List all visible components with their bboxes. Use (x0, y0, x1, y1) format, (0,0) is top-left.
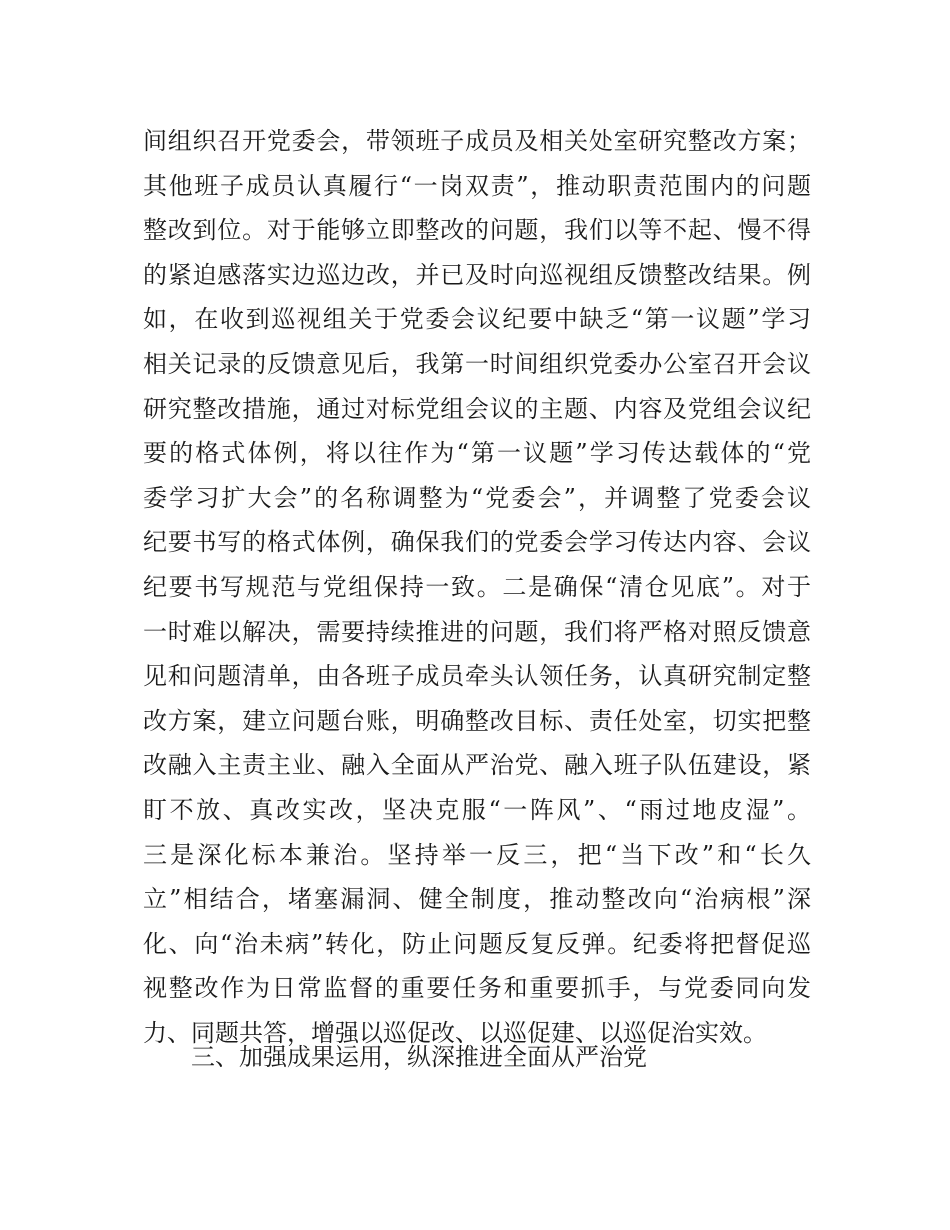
paragraph-line: 间组织召开党委会，带领班子成员及相关处室研究整改方案； (143, 127, 811, 155)
paragraph-line: 要的格式体例，将以往作为“第一议题”学习传达载体的“党 (143, 439, 811, 468)
paragraph-line: 盯不放、真改实改，坚决克服“一阵风”、“雨过地皮湿”。 (143, 795, 811, 824)
paragraph-line: 其他班子成员认真履行“一岗双责”，推动职责范围内的问题 (143, 171, 811, 200)
paragraph-line: 三是深化标本兼治。坚持举一反三，把“当下改”和“长久 (143, 840, 811, 869)
section-heading: 三、加强成果运用，纵深推进全面从严治党 (191, 1043, 647, 1071)
paragraph-line: 视整改作为日常监督的重要任务和重要抓手，与党委同向发 (143, 974, 811, 1003)
paragraph-line: 委学习扩大会”的名称调整为“党委会”，并调整了党委会议 (143, 483, 811, 512)
paragraph-line: 改方案，建立问题台账，明确整改目标、责任处室，切实把整 (143, 706, 811, 735)
paragraph-line: 的紧迫感落实边巡边改，并已及时向巡视组反馈整改结果。例 (143, 260, 811, 289)
paragraph-line: 纪要书写规范与党组保持一致。二是确保“清仓见底”。对于 (143, 572, 811, 601)
paragraph-line: 一时难以解决，需要持续推进的问题，我们将严格对照反馈意 (143, 617, 811, 646)
paragraph-line: 如，在收到巡视组关于党委会议纪要中缺乏“第一议题”学习 (143, 305, 811, 334)
body-paragraph (143, 119, 811, 1055)
paragraph-line: 整改到位。对于能够立即整改的问题，我们以等不起、慢不得 (143, 216, 811, 245)
paragraph-line: 力、同题共答，增强以巡促改、以巡促建、以巡促治实效。 (143, 1018, 767, 1047)
paragraph-line: 化、向“治未病”转化，防止问题反复反弹。纪委将把督促巡 (143, 929, 811, 958)
paragraph-line: 相关记录的反馈意见后，我第一时间组织党委办公室召开会议 (143, 349, 811, 378)
paragraph-line: 见和问题清单，由各班子成员牵头认领任务，认真研究制定整 (143, 662, 811, 691)
paragraph-line: 立”相结合，堵塞漏洞、健全制度，推动整改向“治病根”深 (143, 885, 811, 914)
paragraph-line: 研究整改措施，通过对标党组会议的主题、内容及党组会议纪 (143, 394, 811, 423)
paragraph-line: 改融入主责主业、融入全面从严治党、融入班子队伍建设，紧 (143, 751, 811, 780)
paragraph-line: 纪要书写的格式体例，确保我们的党委会学习传达内容、会议 (143, 528, 811, 557)
